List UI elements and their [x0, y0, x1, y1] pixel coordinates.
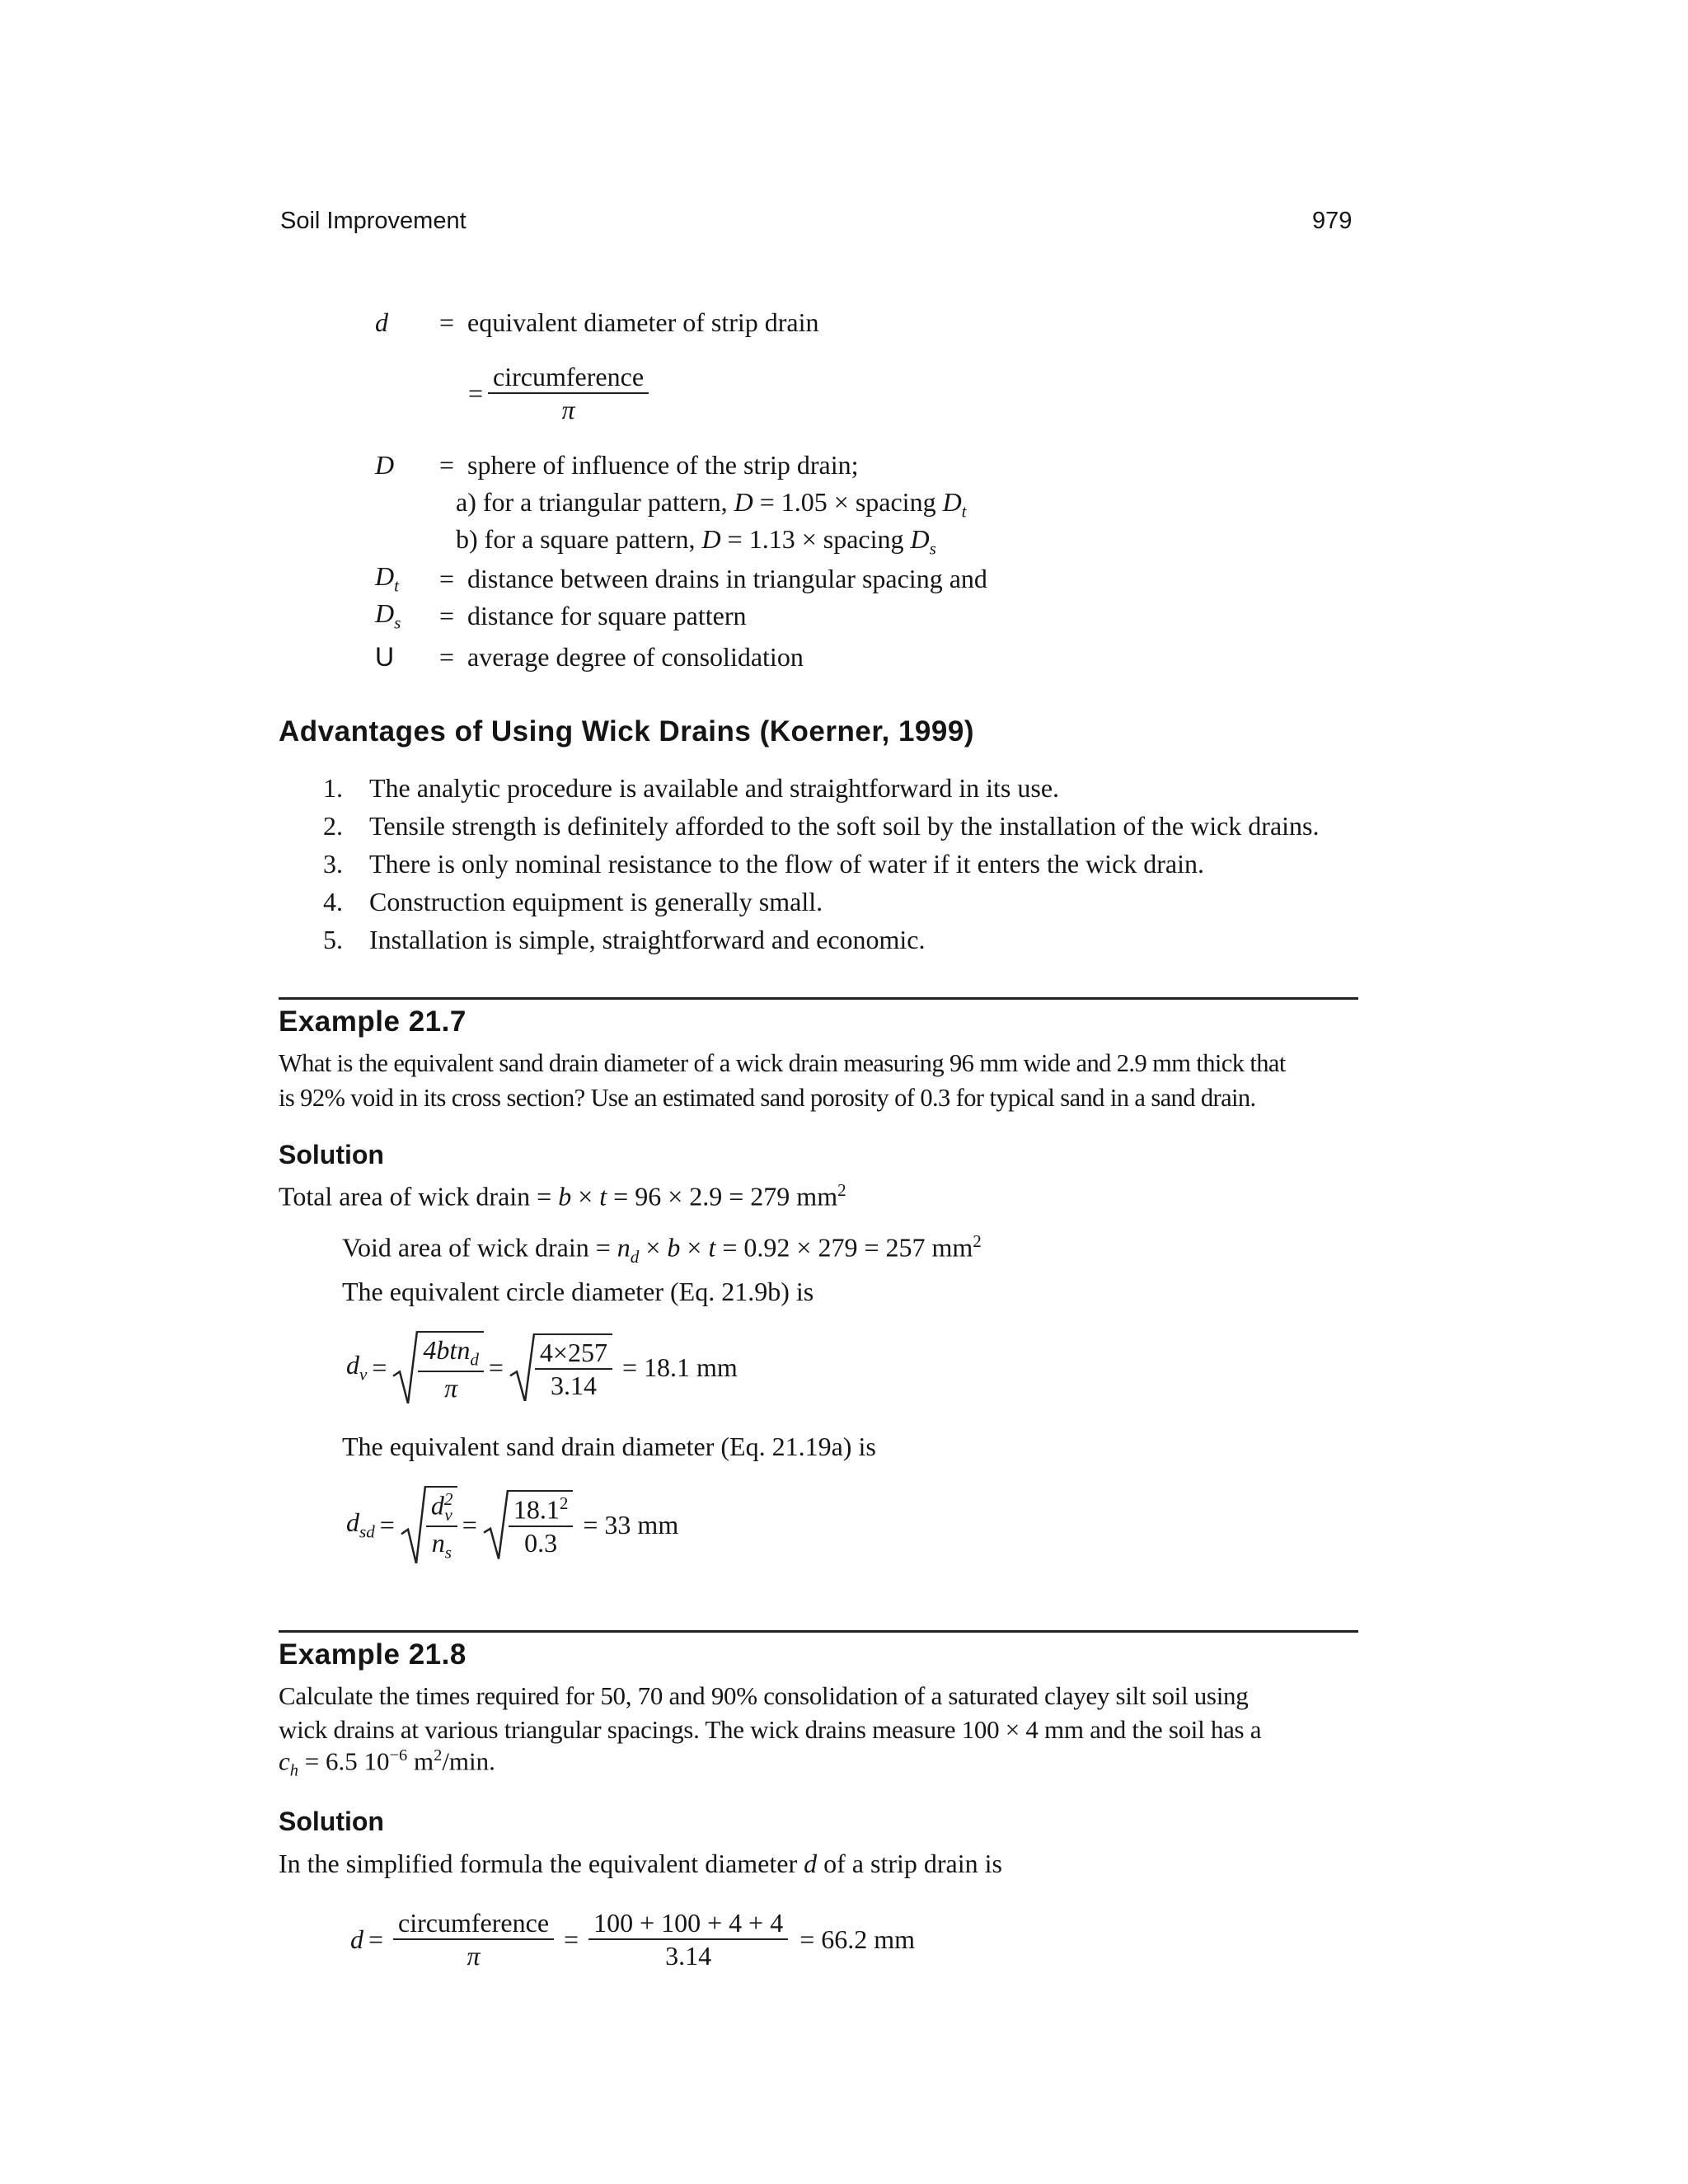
list-item: 1. The analytic procedure is available and straightforward in its use. — [323, 773, 1060, 803]
def-D-b-rest: = 1.13 × spacing — [720, 524, 911, 554]
radical-sign-icon — [509, 1333, 535, 1402]
def-equals: = — [438, 307, 455, 337]
frac-numerator: $d^2_v$ — [426, 1489, 457, 1527]
def-symbol: $D_t$ — [375, 561, 399, 596]
frac-numerator: 4×257 — [535, 1337, 612, 1370]
sqrt-18.1sq-over-0.3 — [482, 1490, 574, 1558]
page-number: 979 — [1312, 208, 1353, 234]
eq-equals: = — [372, 1352, 387, 1382]
def-text: distance for square pattern — [467, 600, 747, 630]
frac-denominator: 3.14 — [665, 1941, 712, 1971]
example-21-8-problem-line-1: Calculate the times required for 50, 70 and 90% consolidation of a saturated clayey silt soil using — [279, 1681, 1249, 1710]
sand-diameter-intro: The equivalent sand drain diameter (Eq. 21.19a) is — [342, 1432, 876, 1461]
def-U — [375, 641, 804, 673]
radical-sign-icon — [400, 1486, 426, 1563]
frac-denominator: π — [561, 395, 575, 425]
total-area-line: Total area of wick drain = b × t = 96 × 2.9 = 279 $mm^2$ — [279, 1180, 846, 1212]
list-item: 2. Tensile strength is definitely afforded to the soft soil by the installation of the wick drains. — [323, 811, 1320, 841]
def-D-a-rest: = 1.05 × spacing — [753, 487, 943, 517]
eq-lhs: d — [350, 1924, 363, 1955]
sqrt-dv2-over-ns — [400, 1486, 457, 1563]
radical-sign-icon — [482, 1490, 509, 1558]
def-D — [375, 449, 859, 480]
def-D-b-sym: D — [910, 524, 930, 554]
circumference-over-pi — [488, 361, 649, 426]
def-symbol: d — [375, 307, 388, 337]
simplified-formula-intro: In the simplified formula the equivalent diameter d of a strip drain is — [279, 1849, 1002, 1878]
circle-diameter-intro: The equivalent circle diameter (Eq. 21.9b) is — [342, 1277, 814, 1306]
frac-numerator: 18.1$^2$ — [509, 1493, 574, 1527]
frac-equals: = — [468, 378, 484, 409]
def-d-fraction — [468, 361, 654, 426]
def-equals: = — [438, 450, 455, 480]
frac-numerator: 100 + 100 + 4 + 4 — [588, 1907, 788, 1940]
sqrt-4x257-over-3.14 — [509, 1333, 612, 1402]
def-D-a-sym: D — [942, 487, 962, 517]
list-item: 4. Construction equipment is generally small. — [323, 887, 823, 916]
frac-denominator: π — [467, 1941, 481, 1971]
eq-result: = 33 mm — [583, 1509, 679, 1540]
def-symbol: U — [375, 642, 395, 672]
list-item: 3. There is only nominal resistance to the flow of water if it enters the wick drain. — [323, 849, 1205, 879]
frac-denominator: 3.14 — [550, 1371, 597, 1401]
frac-numerator: circumference — [393, 1907, 554, 1940]
circumference-over-pi — [393, 1907, 554, 1972]
def-text: average degree of consolidation — [467, 642, 804, 672]
def-D-square — [456, 523, 936, 560]
eq-equals: = — [379, 1509, 395, 1540]
solution-label: Solution — [279, 1140, 384, 1169]
radical-sign-icon — [392, 1331, 418, 1404]
frac-denominator: $n_s$ — [431, 1528, 452, 1563]
example-21-8-problem-line-3: $c_h = 6.5$ $10^{-6}$ $m^2/\min$. — [279, 1746, 495, 1780]
eq-lhs: $d_v$ — [346, 1350, 368, 1385]
def-Ds — [375, 598, 747, 634]
void-area-line: Void area of wick drain = $n_d \times b \times t = 0.92 \times 279 = 257$ $mm^2$ — [342, 1231, 982, 1268]
example-21-8-heading: Example 21.8 — [279, 1638, 467, 1671]
def-symbol: $D_s$ — [375, 598, 401, 633]
def-text: equivalent diameter of strip drain — [467, 307, 819, 337]
def-equals: = — [438, 600, 455, 630]
section-rule — [279, 997, 1358, 1000]
def-D-a-text: a) for a triangular pattern, — [456, 487, 734, 517]
def-D-b-sub: s — [929, 538, 936, 559]
def-equals: = — [438, 563, 455, 593]
def-D-b-text: b) for a square pattern, — [456, 524, 702, 554]
frac-denominator: π — [444, 1372, 458, 1403]
frac-numerator: circumference — [488, 361, 649, 394]
frac-denominator: 0.3 — [524, 1528, 558, 1558]
def-D-b-var: D — [701, 524, 721, 554]
advantages-heading: Advantages of Using Wick Drains (Koerner, 1999) — [279, 715, 974, 748]
dv-equation — [346, 1331, 738, 1404]
example-21-7-heading: Example 21.7 — [279, 1005, 467, 1038]
def-D-a-var: D — [734, 487, 753, 517]
def-D-a-sub: t — [961, 501, 967, 522]
def-text: distance between drains in triangular spacing and — [467, 563, 987, 593]
def-D-triangular — [456, 486, 967, 523]
sqrt-4btnd-over-pi — [392, 1331, 483, 1404]
eq-equals: = — [564, 1924, 579, 1955]
eq-equals: = — [488, 1352, 504, 1382]
eq-equals: = — [462, 1509, 477, 1540]
def-text: sphere of influence of the strip drain; — [467, 450, 859, 480]
perimeter-over-3.14 — [588, 1907, 788, 1972]
running-title: Soil Improvement — [280, 208, 467, 234]
example-21-7-problem-line-2: is 92% void in its cross section? Use an estimated sand porosity of 0.3 for typical sand in a sand drain. — [279, 1084, 1256, 1112]
dsd-equation — [346, 1486, 678, 1563]
section-rule — [279, 1630, 1358, 1633]
def-symbol: D — [375, 450, 395, 480]
list-item: 5. Installation is simple, straightforward and economic. — [323, 925, 926, 954]
example-21-7-problem-line-1: What is the equivalent sand drain diameter of a wick drain measuring 96 mm wide and 2.9 mm thick that — [279, 1049, 1286, 1077]
example-21-8-problem-line-2: wick drains at various triangular spacings. The wick drains measure 100 × 4 mm and the soil has a — [279, 1715, 1262, 1744]
eq-result: = 18.1 mm — [621, 1352, 738, 1382]
eq-result: = 66.2 mm — [799, 1924, 916, 1955]
d-equation — [350, 1907, 915, 1972]
solution-label: Solution — [279, 1807, 384, 1836]
frac-numerator: 4btn$_d$ — [418, 1334, 483, 1372]
def-Dt — [375, 560, 987, 597]
eq-equals: = — [368, 1924, 384, 1955]
eq-lhs: $d_{sd}$ — [346, 1507, 375, 1542]
def-d — [375, 307, 819, 338]
def-equals: = — [438, 642, 455, 672]
